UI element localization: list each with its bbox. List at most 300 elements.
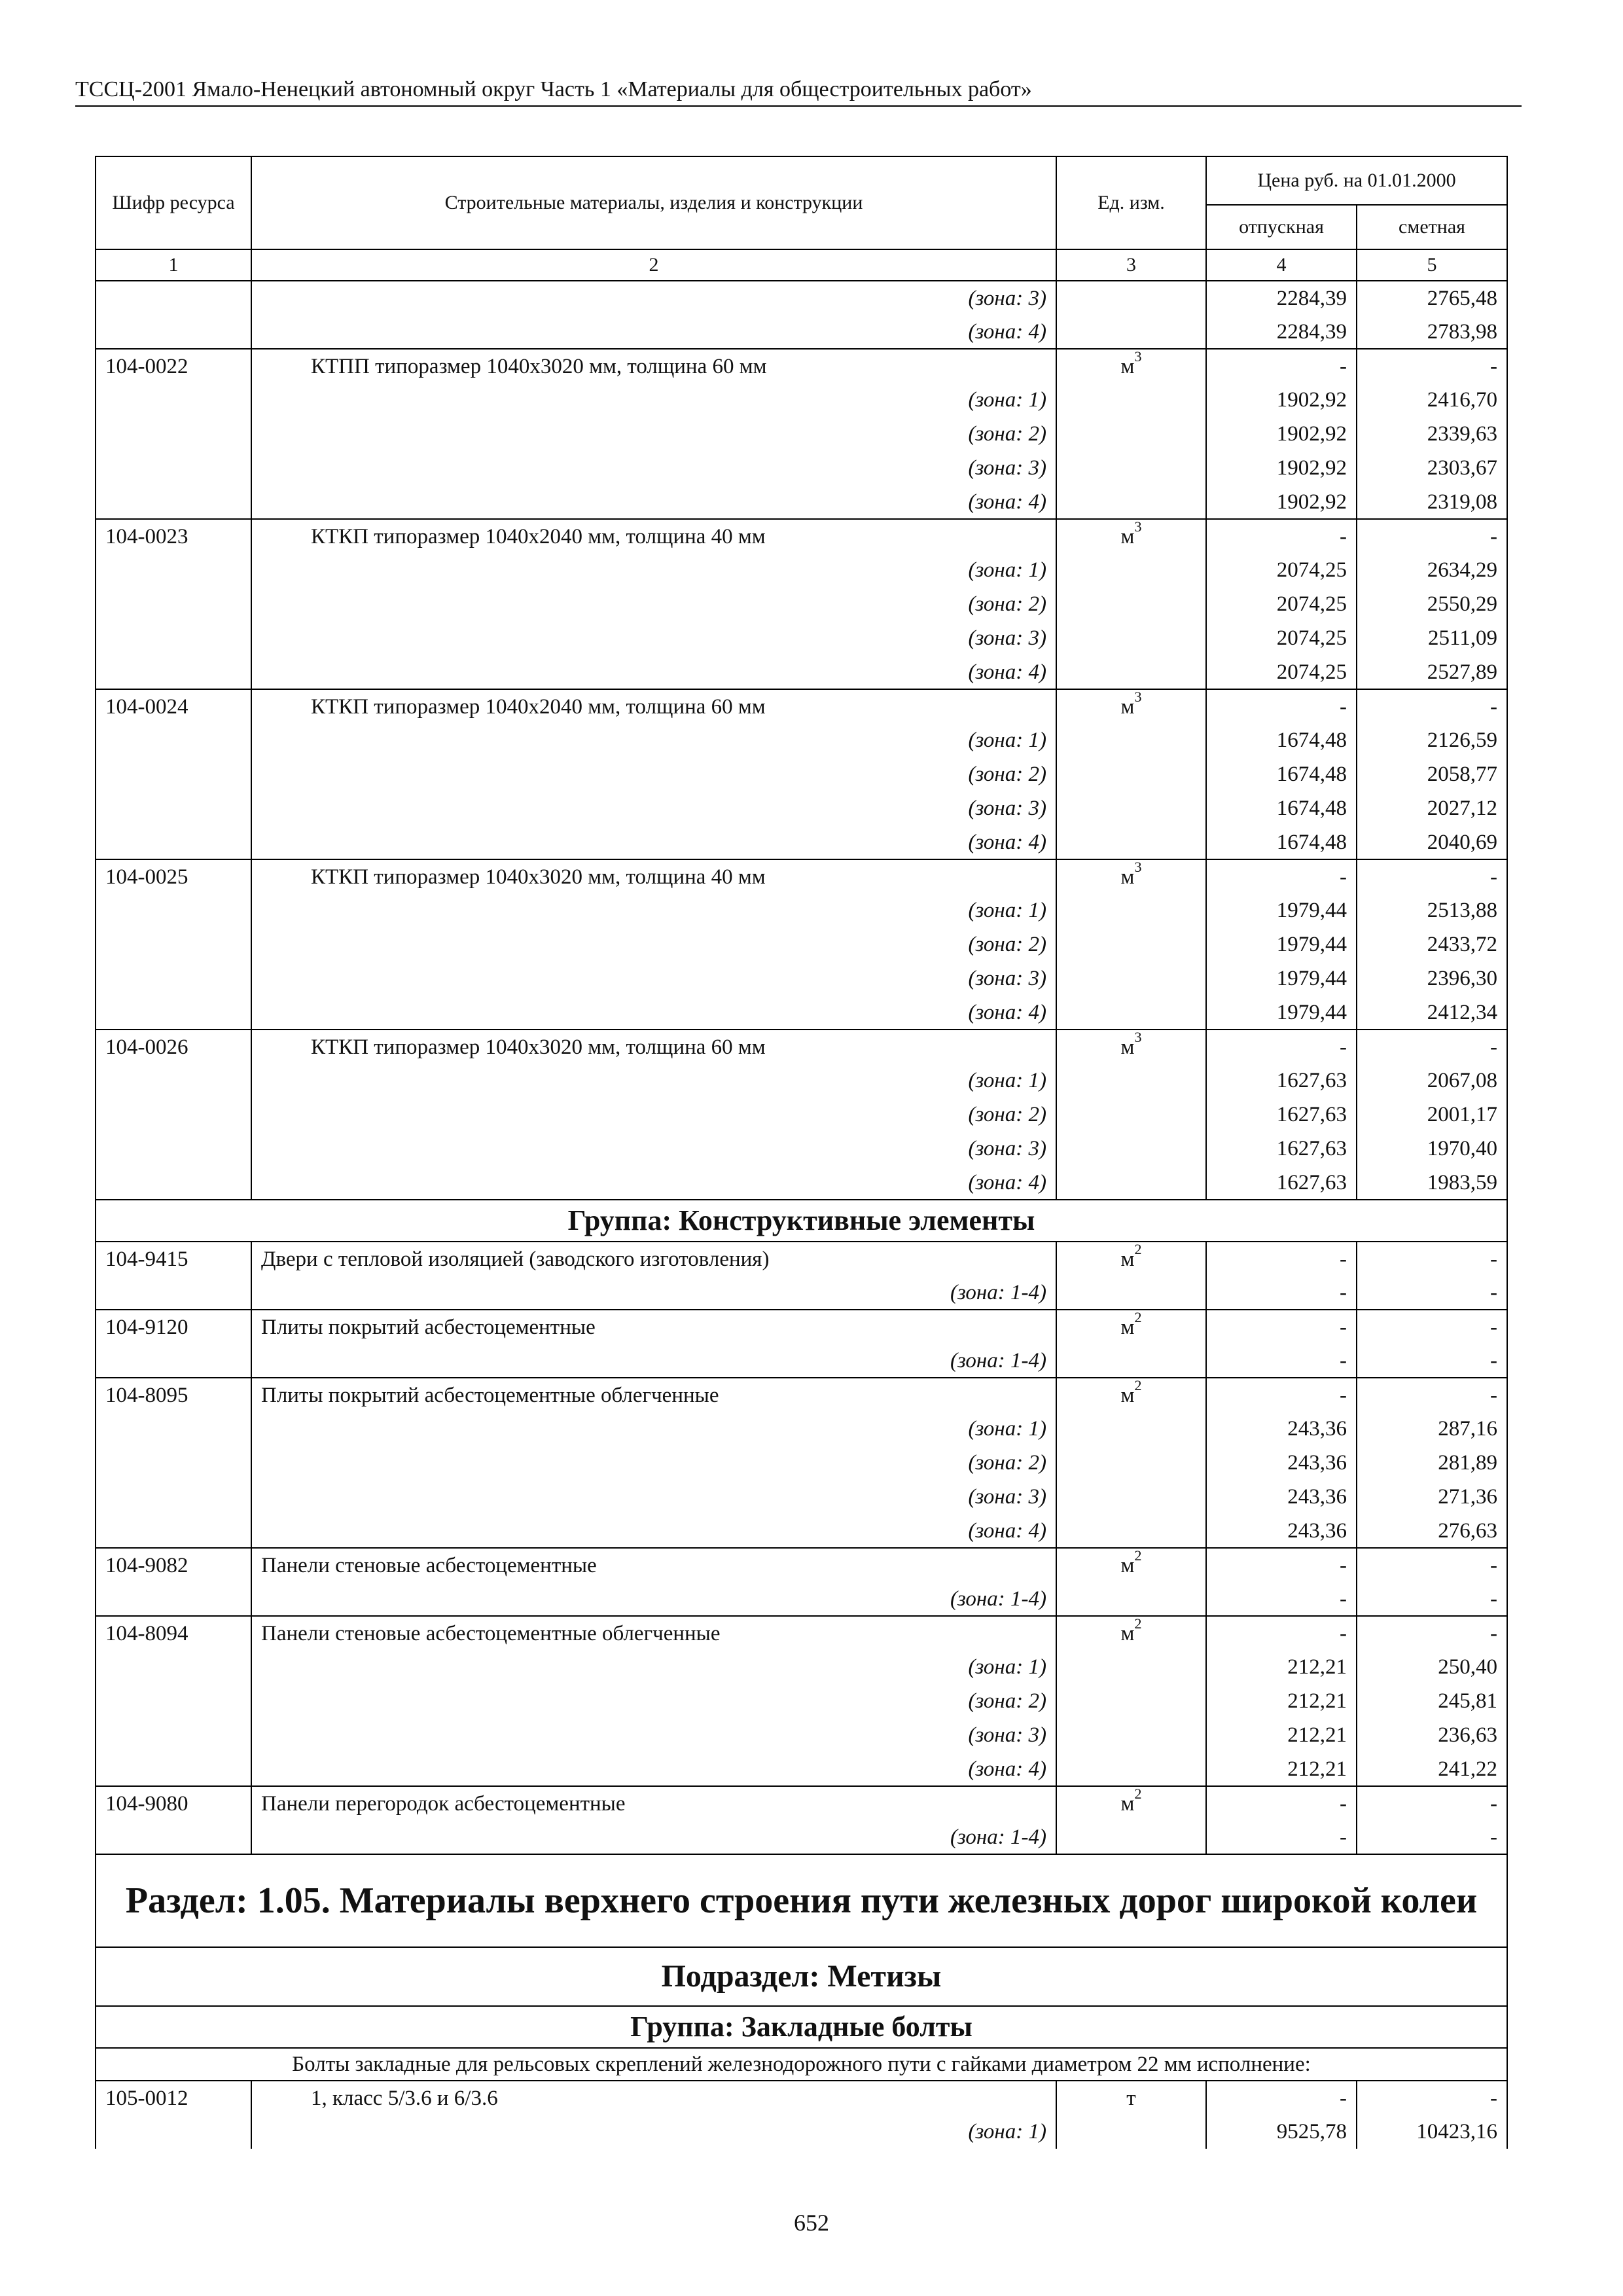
code-empty (96, 621, 251, 655)
release-price: 1627,63 (1206, 1098, 1357, 1132)
code-empty (96, 1650, 251, 1684)
zone-row (96, 587, 1507, 621)
zone-label: (зона: 2) (251, 1684, 1056, 1718)
unit: м (1120, 354, 1135, 378)
code-empty (96, 417, 251, 451)
group-note: Болты закладные для рельсовых скреплений железнодорожного пути с гайками диаметром 22 мм исполнение: (96, 2048, 1507, 2081)
estimate-price: 2067,08 (1357, 1064, 1507, 1098)
zone-label: (зона: 4) (251, 655, 1056, 689)
release-price: 1627,63 (1206, 1064, 1357, 1098)
running-header: ТССЦ-2001 Ямало-Ненецкий автономный округ Часть 1 «Материалы для общестроительных работ» (75, 77, 1032, 101)
column-header-estimate-price: сметная (1357, 205, 1507, 249)
estimate-price: 1983,59 (1357, 1166, 1507, 1200)
unit-cell (1056, 1548, 1206, 1582)
table-row (96, 519, 1507, 553)
zone-row (96, 1514, 1507, 1548)
estimate-price: 2027,12 (1357, 791, 1507, 825)
release-price: 2284,39 (1206, 281, 1357, 315)
release-price: 1627,63 (1206, 1166, 1357, 1200)
material-name: 1, класс 5/3.6 и 6/3.6 (251, 2081, 1056, 2115)
unit-empty (1056, 1344, 1206, 1378)
release-price: 1902,92 (1206, 451, 1357, 485)
zone-label: (зона: 1) (251, 723, 1056, 757)
resource-code: 104-0024 (96, 689, 251, 723)
code-empty (96, 1752, 251, 1786)
resource-code: 104-9082 (96, 1548, 251, 1582)
resource-code: 104-0026 (96, 1030, 251, 1064)
zone-label: (зона: 4) (251, 485, 1056, 519)
zone-label: (зона: 1) (251, 1650, 1056, 1684)
unit-empty (1056, 485, 1206, 519)
unit-empty (1056, 1718, 1206, 1752)
unit-power: 2 (1134, 1242, 1142, 1257)
code-empty (96, 825, 251, 859)
unit-cell (1056, 1310, 1206, 1344)
unit-empty (1056, 1752, 1206, 1786)
release-price: - (1206, 1616, 1357, 1650)
subsection-heading-row (96, 1947, 1507, 2006)
unit-empty (1056, 757, 1206, 791)
material-name: Панели перегородок асбестоцементные (251, 1786, 1056, 1820)
estimate-price: 2001,17 (1357, 1098, 1507, 1132)
release-price: - (1206, 689, 1357, 723)
resource-code: 104-8095 (96, 1378, 251, 1412)
release-price: - (1206, 1786, 1357, 1820)
zone-label: (зона: 1) (251, 1412, 1056, 1446)
unit-cell (1056, 689, 1206, 723)
unit-cell (1056, 859, 1206, 893)
release-price: 212,21 (1206, 1718, 1357, 1752)
code-empty (96, 1820, 251, 1854)
estimate-price: - (1357, 1310, 1507, 1344)
column-number: 1 (96, 249, 251, 281)
unit: м (1120, 1383, 1135, 1407)
table-head (96, 156, 1507, 281)
zone-row (96, 1582, 1507, 1616)
unit-empty (1056, 723, 1206, 757)
code-empty (96, 383, 251, 417)
zone-row (96, 485, 1507, 519)
release-price: 243,36 (1206, 1480, 1357, 1514)
group-heading-row (96, 1200, 1507, 1242)
release-price: 243,36 (1206, 1514, 1357, 1548)
code-empty (96, 281, 251, 315)
code-empty (96, 315, 251, 349)
zone-label: (зона: 2) (251, 417, 1056, 451)
zone-label: (зона: 4) (251, 1166, 1056, 1200)
estimate-price: 2412,34 (1357, 996, 1507, 1030)
release-price: 1979,44 (1206, 927, 1357, 961)
unit-empty (1056, 2115, 1206, 2149)
unit-empty (1056, 1064, 1206, 1098)
zone-label: (зона: 1-4) (251, 1344, 1056, 1378)
estimate-price: 2319,08 (1357, 485, 1507, 519)
unit-power: 3 (1134, 689, 1142, 705)
estimate-price: - (1357, 1616, 1507, 1650)
table-row (96, 1548, 1507, 1582)
estimate-price: - (1357, 1820, 1507, 1854)
zone-row (96, 1820, 1507, 1854)
release-price: 1979,44 (1206, 893, 1357, 927)
zone-row (96, 996, 1507, 1030)
unit-empty (1056, 1098, 1206, 1132)
unit-power: 3 (1134, 859, 1142, 875)
section-heading-row (96, 1854, 1507, 1947)
resource-code: 104-8094 (96, 1616, 251, 1650)
code-empty (96, 1098, 251, 1132)
code-empty (96, 927, 251, 961)
unit-empty (1056, 1514, 1206, 1548)
zone-label: (зона: 4) (251, 315, 1056, 349)
code-empty (96, 587, 251, 621)
release-price: 1674,48 (1206, 723, 1357, 757)
material-name: Плиты покрытий асбестоцементные облегченные (251, 1378, 1056, 1412)
page-number: 652 (794, 2210, 829, 2236)
zone-label: (зона: 1) (251, 2115, 1056, 2149)
estimate-price: - (1357, 859, 1507, 893)
release-price: - (1206, 1548, 1357, 1582)
unit-empty (1056, 927, 1206, 961)
estimate-price: 2396,30 (1357, 961, 1507, 996)
unit-empty (1056, 893, 1206, 927)
header-rule (75, 105, 1522, 107)
zone-row (96, 757, 1507, 791)
price-table (95, 156, 1508, 2149)
unit: м (1120, 1553, 1135, 1577)
release-price: 2074,25 (1206, 587, 1357, 621)
zone-row (96, 1098, 1507, 1132)
unit: м (1120, 524, 1135, 548)
column-header-price-caption: Цена руб. на 01.01.2000 (1206, 156, 1507, 205)
estimate-price: - (1357, 1242, 1507, 1276)
zone-label: (зона: 2) (251, 587, 1056, 621)
zone-label: (зона: 1) (251, 1064, 1056, 1098)
estimate-price: - (1357, 519, 1507, 553)
code-empty (96, 1718, 251, 1752)
column-number: 3 (1056, 249, 1206, 281)
estimate-price: - (1357, 1276, 1507, 1310)
material-name: КТКП типоразмер 1040х3020 мм, толщина 60 мм (251, 1030, 1056, 1064)
unit: м (1120, 1791, 1135, 1816)
unit-empty (1056, 1166, 1206, 1200)
table-row (96, 1378, 1507, 1412)
table-row (96, 1030, 1507, 1064)
unit-empty (1056, 655, 1206, 689)
table-row (96, 1786, 1507, 1820)
zone-label: (зона: 3) (251, 961, 1056, 996)
code-empty (96, 1276, 251, 1310)
unit-cell (1056, 349, 1206, 383)
code-empty (96, 723, 251, 757)
zone-label: (зона: 4) (251, 1514, 1056, 1548)
zone-row (96, 2115, 1507, 2149)
zone-row (96, 1132, 1507, 1166)
code-empty (96, 1684, 251, 1718)
estimate-price: - (1357, 1378, 1507, 1412)
estimate-price: 281,89 (1357, 1446, 1507, 1480)
code-empty (96, 1514, 251, 1548)
unit-empty (1056, 825, 1206, 859)
zone-row (96, 893, 1507, 927)
group-note-row (96, 2048, 1507, 2081)
estimate-price: 2339,63 (1357, 417, 1507, 451)
code-empty (96, 1480, 251, 1514)
unit-empty (1056, 315, 1206, 349)
zone-row (96, 1684, 1507, 1718)
estimate-price: - (1357, 1344, 1507, 1378)
code-empty (96, 553, 251, 587)
material-name: КТПП типоразмер 1040х3020 мм, толщина 60 мм (251, 349, 1056, 383)
column-number: 2 (251, 249, 1056, 281)
zone-row (96, 553, 1507, 587)
estimate-price: 236,63 (1357, 1718, 1507, 1752)
zone-row (96, 1446, 1507, 1480)
code-empty (96, 1132, 251, 1166)
release-price: - (1206, 1242, 1357, 1276)
zone-row (96, 1412, 1507, 1446)
zone-row (96, 1718, 1507, 1752)
code-empty (96, 655, 251, 689)
release-price: 212,21 (1206, 1650, 1357, 1684)
zone-row (96, 1276, 1507, 1310)
zone-label: (зона: 3) (251, 791, 1056, 825)
release-price: 1979,44 (1206, 996, 1357, 1030)
unit-empty (1056, 383, 1206, 417)
column-header-code: Шифр ресурса (96, 156, 251, 249)
zone-row (96, 451, 1507, 485)
zone-row (96, 417, 1507, 451)
unit-empty (1056, 791, 1206, 825)
estimate-price: 2416,70 (1357, 383, 1507, 417)
unit-empty (1056, 281, 1206, 315)
estimate-price: 2783,98 (1357, 315, 1507, 349)
release-price: - (1206, 519, 1357, 553)
release-price: - (1206, 1276, 1357, 1310)
material-name: Плиты покрытий асбестоцементные (251, 1310, 1056, 1344)
unit-empty (1056, 1276, 1206, 1310)
estimate-price: 1970,40 (1357, 1132, 1507, 1166)
estimate-price: 271,36 (1357, 1480, 1507, 1514)
zone-label: (зона: 3) (251, 281, 1056, 315)
material-name: Панели стеновые асбестоцементные (251, 1548, 1056, 1582)
table-body (96, 281, 1507, 2149)
zone-label: (зона: 3) (251, 621, 1056, 655)
material-name: Панели стеновые асбестоцементные облегченные (251, 1616, 1056, 1650)
table-row (96, 1616, 1507, 1650)
estimate-price: 287,16 (1357, 1412, 1507, 1446)
release-price: 1674,48 (1206, 825, 1357, 859)
resource-code: 104-9415 (96, 1242, 251, 1276)
release-price: - (1206, 1030, 1357, 1064)
table-row (96, 1310, 1507, 1344)
zone-row (96, 1344, 1507, 1378)
resource-code: 105-0012 (96, 2081, 251, 2115)
unit-power: 2 (1134, 1616, 1142, 1632)
zone-label: (зона: 1) (251, 383, 1056, 417)
zone-row (96, 655, 1507, 689)
unit-empty (1056, 451, 1206, 485)
zone-row (96, 961, 1507, 996)
unit-empty (1056, 417, 1206, 451)
zone-label: (зона: 1-4) (251, 1820, 1056, 1854)
material-name: КТКП типоразмер 1040х2040 мм, толщина 40 мм (251, 519, 1056, 553)
estimate-price: 245,81 (1357, 1684, 1507, 1718)
zone-row (96, 927, 1507, 961)
zone-row (96, 383, 1507, 417)
zone-row (96, 825, 1507, 859)
material-name: КТКП типоразмер 1040х2040 мм, толщина 60 мм (251, 689, 1056, 723)
estimate-price: 276,63 (1357, 1514, 1507, 1548)
zone-row (96, 315, 1507, 349)
code-empty (96, 451, 251, 485)
release-price: - (1206, 859, 1357, 893)
section-heading: Раздел: 1.05. Материалы верхнего строения пути железных дорог широкой колеи (96, 1854, 1507, 1947)
release-price: - (1206, 1820, 1357, 1854)
unit-power: 2 (1134, 1378, 1142, 1393)
code-empty (96, 893, 251, 927)
table-row (96, 1242, 1507, 1276)
zone-row (96, 1752, 1507, 1786)
resource-code: 104-9120 (96, 1310, 251, 1344)
unit-cell (1056, 1030, 1206, 1064)
unit-empty (1056, 621, 1206, 655)
resource-code: 104-9080 (96, 1786, 251, 1820)
release-price: 9525,78 (1206, 2115, 1357, 2149)
release-price: 212,21 (1206, 1684, 1357, 1718)
code-empty (96, 1412, 251, 1446)
zone-label: (зона: 4) (251, 825, 1056, 859)
release-price: - (1206, 2081, 1357, 2115)
unit: м (1120, 1247, 1135, 1271)
code-empty (96, 961, 251, 996)
release-price: 243,36 (1206, 1446, 1357, 1480)
estimate-price: - (1357, 349, 1507, 383)
resource-code: 104-0023 (96, 519, 251, 553)
unit: м (1120, 865, 1135, 889)
zone-row (96, 1480, 1507, 1514)
unit-empty (1056, 996, 1206, 1030)
estimate-price: 2058,77 (1357, 757, 1507, 791)
zone-row (96, 791, 1507, 825)
group-heading: Группа: Конструктивные элементы (96, 1200, 1507, 1242)
zone-label: (зона: 1) (251, 553, 1056, 587)
estimate-price: 2634,29 (1357, 553, 1507, 587)
unit: м (1120, 1621, 1135, 1645)
release-price: 1674,48 (1206, 791, 1357, 825)
code-empty (96, 757, 251, 791)
material-name: Двери с тепловой изоляцией (заводского изготовления) (251, 1242, 1056, 1276)
code-empty (96, 1064, 251, 1098)
release-price: - (1206, 349, 1357, 383)
code-empty (96, 1446, 251, 1480)
unit-power: 2 (1134, 1548, 1142, 1564)
zone-row (96, 1166, 1507, 1200)
release-price: 2074,25 (1206, 621, 1357, 655)
release-price: - (1206, 1582, 1357, 1616)
unit-empty (1056, 1820, 1206, 1854)
release-price: 1674,48 (1206, 757, 1357, 791)
estimate-price: 2527,89 (1357, 655, 1507, 689)
unit-cell (1056, 1616, 1206, 1650)
unit-power: 3 (1134, 519, 1142, 535)
unit-empty (1056, 1412, 1206, 1446)
release-price: 2284,39 (1206, 315, 1357, 349)
estimate-price: 2303,67 (1357, 451, 1507, 485)
unit-cell (1056, 2081, 1206, 2115)
subsection-heading: Подраздел: Метизы (96, 1947, 1507, 2006)
unit-empty (1056, 1446, 1206, 1480)
estimate-price: 2126,59 (1357, 723, 1507, 757)
release-price: 1979,44 (1206, 961, 1357, 996)
unit-empty (1056, 1684, 1206, 1718)
column-number: 5 (1357, 249, 1507, 281)
zone-row (96, 1064, 1507, 1098)
release-price: 212,21 (1206, 1752, 1357, 1786)
estimate-price: - (1357, 1548, 1507, 1582)
unit-empty (1056, 1132, 1206, 1166)
unit-cell (1056, 1786, 1206, 1820)
zone-row (96, 1650, 1507, 1684)
release-price: - (1206, 1310, 1357, 1344)
estimate-price: 2765,48 (1357, 281, 1507, 315)
unit: т (1126, 2086, 1136, 2110)
group-heading: Группа: Закладные болты (96, 2006, 1507, 2048)
resource-code: 104-0022 (96, 349, 251, 383)
zone-label: (зона: 3) (251, 1480, 1056, 1514)
zone-label: (зона: 2) (251, 757, 1056, 791)
zone-label: (зона: 3) (251, 451, 1056, 485)
release-price: 1627,63 (1206, 1132, 1357, 1166)
unit-empty (1056, 1650, 1206, 1684)
estimate-price: 2433,72 (1357, 927, 1507, 961)
estimate-price: 10423,16 (1357, 2115, 1507, 2149)
estimate-price: - (1357, 1786, 1507, 1820)
estimate-price: 2513,88 (1357, 893, 1507, 927)
estimate-price: 2511,09 (1357, 621, 1507, 655)
column-number: 4 (1206, 249, 1357, 281)
zone-row (96, 281, 1507, 315)
unit-power: 3 (1134, 349, 1142, 365)
zone-label: (зона: 4) (251, 1752, 1056, 1786)
group-heading-row (96, 2006, 1507, 2048)
unit-power: 2 (1134, 1786, 1142, 1802)
unit-cell (1056, 1242, 1206, 1276)
resource-code: 104-0025 (96, 859, 251, 893)
code-empty (96, 1582, 251, 1616)
table-row (96, 2081, 1507, 2115)
table-row (96, 859, 1507, 893)
zone-label: (зона: 2) (251, 927, 1056, 961)
unit: м (1120, 1315, 1135, 1339)
zone-row (96, 621, 1507, 655)
release-price: 2074,25 (1206, 553, 1357, 587)
estimate-price: 241,22 (1357, 1752, 1507, 1786)
unit-cell (1056, 519, 1206, 553)
release-price: - (1206, 1344, 1357, 1378)
zone-label: (зона: 3) (251, 1718, 1056, 1752)
release-price: 1902,92 (1206, 417, 1357, 451)
column-header-unit: Ед. изм. (1056, 156, 1206, 249)
table-row (96, 689, 1507, 723)
zone-label: (зона: 2) (251, 1446, 1056, 1480)
column-header-release-price: отпускная (1206, 205, 1357, 249)
unit-empty (1056, 1480, 1206, 1514)
code-empty (96, 791, 251, 825)
estimate-price: 2550,29 (1357, 587, 1507, 621)
release-price: 1902,92 (1206, 383, 1357, 417)
unit: м (1120, 694, 1135, 719)
release-price: 1902,92 (1206, 485, 1357, 519)
